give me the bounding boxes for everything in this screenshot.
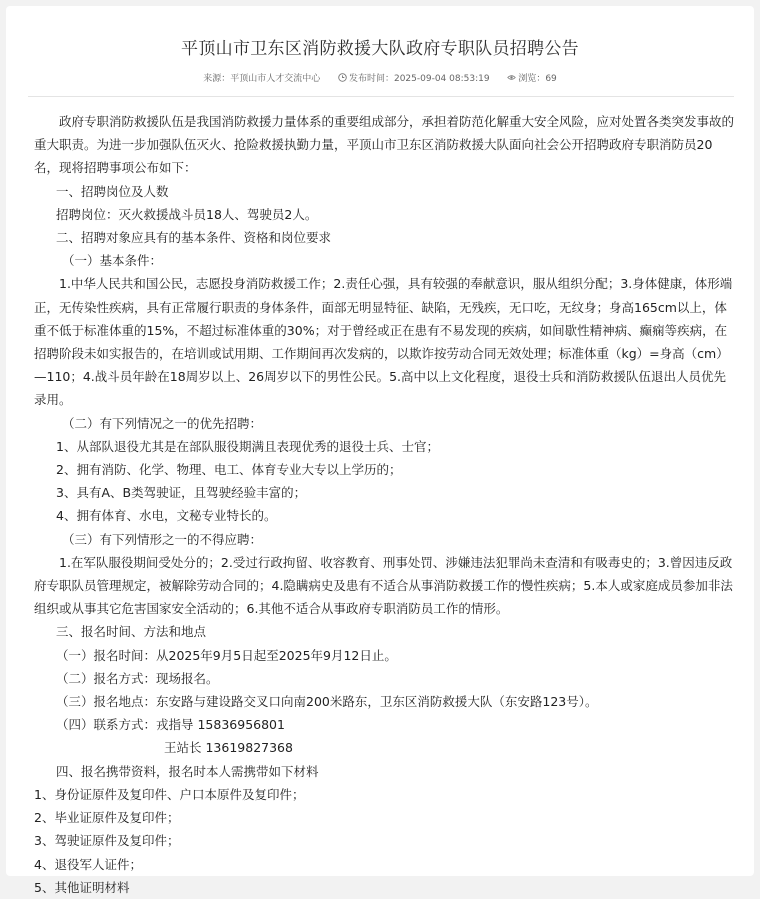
list-item: （二）报名方式：现场报名。 xyxy=(56,670,219,686)
list-item: 2、毕业证原件及复印件； xyxy=(34,810,180,826)
basic-conditions-paragraph: 1.中华人民共和国公民，志愿投身消防救援工作；2.责任心强，具有较强的奉献意识，服从组织分配；3.身体健康，体形端正，无传染性疾病，具有正常履行职责的身体条件，面部无明显特征、缺陷，无残疾，无口吃，无纹身；身高165cm以上，体重不低于标准体重的15%，不超过标准体重的30%；对于曾经或正在患有不易发现的疾病，如间歇性精神病、癫痫等疾病，在招聘阶段未如实报告的，在培训或试用期、工作期间再次发病的，以欺诈按劳动合同无效处理；标准体重（kg）=身高（cm）—110；4.战斗员年龄在18周岁以上、26周岁以下的男性公民。5.高中以上文化程度，退役士兵和消防救援队伍退出人员优先录用。 xyxy=(34,276,733,408)
clock-icon xyxy=(338,73,347,82)
source-text: 来源：平顶山市人才交流中心 xyxy=(203,74,321,84)
section-2-sub2-heading: （二）有下列情况之一的优先招聘： xyxy=(62,415,263,431)
section-1-heading: 一、招聘岗位及人数 xyxy=(56,183,169,199)
list-item: （四）联系方式：戎指导 15836956801 xyxy=(56,717,285,733)
list-item: （三）报名地点：东安路与建设路交叉口向南200米路东，卫东区消防救援大队（东安路123号）。 xyxy=(56,694,598,710)
contact-line-2: 王站长 13619827368 xyxy=(164,740,293,756)
disqualifications-paragraph: 1.在军队服役期间受处分的；2.受过行政拘留、收容教育、刑事处罚、涉嫌违法犯罪尚未查清和有吸毒史的；3.曾因违反政府专职队员管理规定，被解除劳动合同的；4.隐瞒病史及患有不适合从事消防救援工作的慢性疾病；5.本人或家庭成员参加非法组织或从事其它危害国家安全活动的；6.其他不适合从事政府专职消防员工作的情形。 xyxy=(34,554,733,617)
list-item: 5、其他证明材料 xyxy=(34,879,130,895)
view-count: 浏览：69 xyxy=(518,74,557,84)
list-item: 3、驾驶证原件及复印件； xyxy=(34,833,180,849)
section-2-sub3-heading: （三）有下列情形之一的不得应聘： xyxy=(62,531,263,547)
list-item: 4、退役军人证件； xyxy=(34,856,142,872)
article-card xyxy=(6,6,754,895)
publish-time: 发布时间：2025-09-04 08:53:19 xyxy=(348,74,490,84)
page-title: 平顶山市卫东区消防救援大队政府专职队员招聘公告 xyxy=(181,39,579,59)
article-body xyxy=(34,110,734,899)
list-item: 2、拥有消防、化学、物理、电工、体育专业大专以上学历的； xyxy=(56,462,402,478)
intro-paragraph: 政府专职消防救援队伍是我国消防救援力量体系的重要组成部分，承担着防范化解重大安全风险，应对处置各类突发事故的重大职责。为进一步加强队伍灭火、抢险救援执勤力量，平顶山市卫东区消防救援大队面向社会公开招聘政府专职消防员20名，现将招聘事项公布如下： xyxy=(34,114,735,176)
section-4-heading: 四、报名携带资料，报名时本人需携带如下材料 xyxy=(56,763,319,779)
section-2-sub1-heading: （一）基本条件： xyxy=(62,253,163,269)
section-2-heading: 二、招聘对象应具有的基本条件、资格和岗位要求 xyxy=(56,230,332,246)
section-3-heading: 三、报名时间、方法和地点 xyxy=(56,624,207,640)
list-item: 3、具有A、B类驾驶证，且驾驶经验丰富的； xyxy=(56,485,307,501)
list-item: 4、拥有体育、水电，文秘专业特长的。 xyxy=(56,508,277,524)
list-item: 1、从部队退役尤其是在部队服役期满且表现优秀的退役士兵、士官； xyxy=(56,438,439,454)
eye-icon xyxy=(507,73,516,82)
article-meta xyxy=(6,71,754,84)
list-item: 1、身份证原件及复印件、户口本原件及复印件； xyxy=(34,786,305,802)
list-item: （一）报名时间：从2025年9月5日起至2025年9月12日止。 xyxy=(56,647,397,663)
section-1-text: 招聘岗位：灭火救援战斗员18人、驾驶员2人。 xyxy=(56,206,318,222)
title-divider xyxy=(28,96,734,97)
